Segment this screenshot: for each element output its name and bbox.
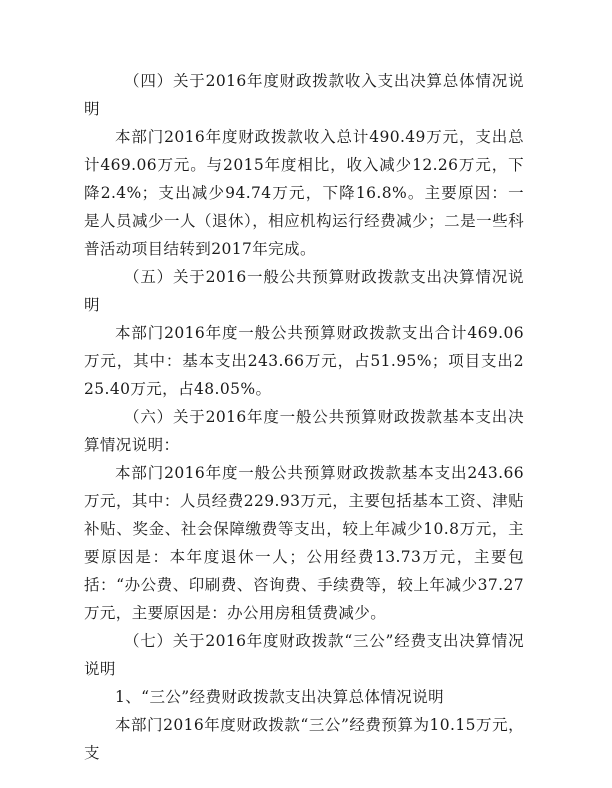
paragraph-general-budget-expenditure: 本部门2016年度一般公共预算财政拨款支出合计469.06万元，其中：基本支出243.66万元，占51.95%；项目支出225.40万元，占48.05%。 — [84, 324, 524, 398]
paragraph-financial-summary: 本部门2016年度财政拨款收入总计490.49万元，支出总计469.06万元。与2015年度相比，收入减少12.26万元，下降2.4%；支出减少94.74万元，下降16.8%。主要原因：一是人员减少一人（退休），相应机构运行经费减少；二是一些科普活动项目结转到2017年完成。 — [84, 128, 524, 258]
subsection-heading-1: 1、“三公”经费财政拨款支出决算总体情况说明 — [115, 688, 445, 706]
document-body — [84, 67, 524, 767]
section-heading-6: （六）关于2016年度一般公共预算财政拨款基本支出决算情况说明： — [84, 408, 524, 454]
section-heading-5: （五）关于2016一般公共预算财政拨款支出决算情况说明 — [84, 268, 524, 314]
section-heading-7: （七）关于2016年度财政拨款“三公”经费支出决算情况说明 — [84, 632, 524, 678]
section-heading-4: （四）关于2016年度财政拨款收入支出决算总体情况说明 — [84, 72, 524, 118]
paragraph-three-public-budget: 本部门2016年度财政拨款“三公”经费预算为10.15万元，支 — [84, 716, 524, 762]
paragraph-basic-expenditure: 本部门2016年度一般公共预算财政拨款基本支出243.66万元，其中：人员经费229.93万元，主要包括基本工资、津贴补贴、奖金、社会保障缴费等支出，较上年减少10.8万元，主要原因是：本年度退休一人；公用经费13.73万元，主要包括：“办公费、印刷费、咨询费、手续费等，较上年减少37.27万元，主要原因是：办公用房租赁费减少。 — [84, 464, 524, 622]
